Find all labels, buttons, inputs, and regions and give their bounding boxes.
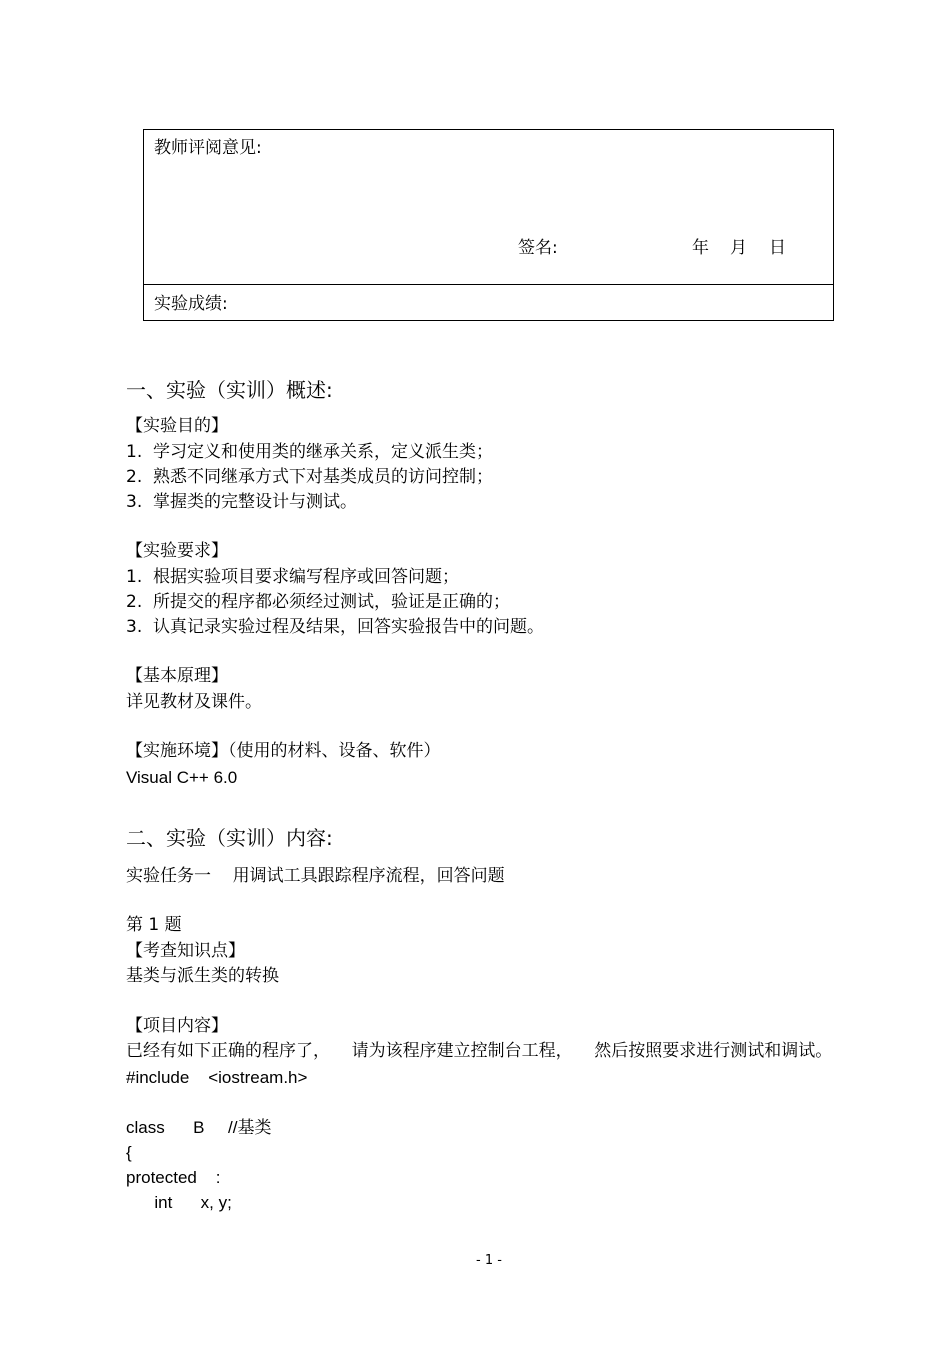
year-label: 年 xyxy=(692,238,709,258)
task-title: 实验任务一 用调试工具跟踪程序流程，回答问题 xyxy=(126,866,505,886)
content-title: 【项目内容】 xyxy=(126,1016,228,1036)
knowledge-text: 基类与派生类的转换 xyxy=(126,966,279,986)
requirement-item: 3. 认真记录实验过程及结果，回答实验报告中的问题。 xyxy=(126,617,545,637)
environment-text: Visual C++ 6.0 xyxy=(126,768,238,787)
section1-heading: 一、实验（实训）概述: xyxy=(126,378,333,402)
purpose-item: 2. 熟悉不同继承方式下对基类成员的访问控制； xyxy=(126,467,494,487)
code-line: class B //基类 xyxy=(126,1118,272,1137)
question-number: 第 1 题 xyxy=(126,915,182,935)
code-line: protected : xyxy=(126,1168,221,1187)
principle-text: 详见教材及课件。 xyxy=(126,692,262,712)
review-divider xyxy=(144,284,833,285)
environment-title: 【实施环境】（使用的材料、设备、软件） xyxy=(126,741,441,761)
content-text: 已经有如下正确的程序了， 请为该程序建立控制台工程， 然后按照要求进行测试和调试。 xyxy=(126,1041,833,1061)
teacher-review-box xyxy=(143,129,834,321)
grade-label: 实验成绩: xyxy=(154,294,228,314)
knowledge-title: 【考查知识点】 xyxy=(126,941,245,961)
page-number: - 1 - xyxy=(476,1253,502,1268)
month-label: 月 xyxy=(730,238,747,258)
requirement-item: 1. 根据实验项目要求编写程序或回答问题； xyxy=(126,567,460,587)
purpose-title: 【实验目的】 xyxy=(126,416,228,436)
day-label: 日 xyxy=(769,238,786,258)
code-line: int x, y; xyxy=(126,1193,232,1212)
review-label: 教师评阅意见: xyxy=(154,138,262,158)
section2-heading: 二、实验（实训）内容: xyxy=(126,826,333,850)
code-line: #include <iostream.h> xyxy=(126,1068,308,1087)
requirement-item: 2. 所提交的程序都必须经过测试，验证是正确的； xyxy=(126,592,511,612)
requirements-title: 【实验要求】 xyxy=(126,541,228,561)
principle-title: 【基本原理】 xyxy=(126,666,228,686)
purpose-item: 1. 学习定义和使用类的继承关系，定义派生类； xyxy=(126,442,494,462)
signature-label: 签名: xyxy=(518,238,558,258)
purpose-item: 3. 掌握类的完整设计与测试。 xyxy=(126,492,358,512)
code-line: { xyxy=(126,1143,132,1162)
